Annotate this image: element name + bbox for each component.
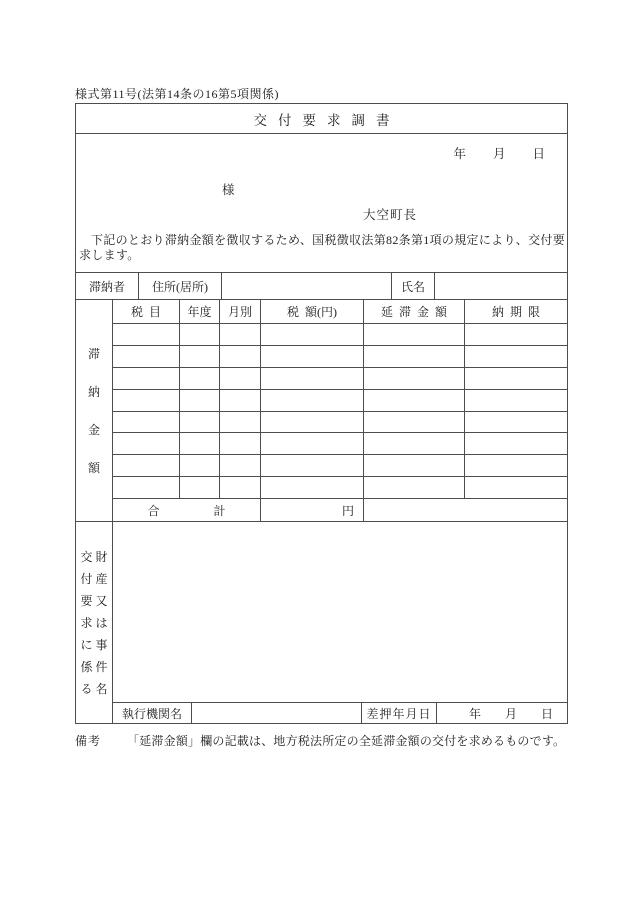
- cell-due-date: [464, 390, 567, 411]
- cell-arrears-amount: [363, 412, 464, 433]
- arrears-data-row: [113, 345, 567, 367]
- cell-tax-item: [113, 412, 179, 433]
- remarks-text: 「延滞金額」欄の記載は、地方税法所定の全延滞金額の交付を求めるものです。: [127, 734, 566, 748]
- seizure-date-cell: [436, 703, 567, 723]
- debtor-name-label: 氏名: [391, 273, 434, 299]
- arrears-side-char: 額: [87, 461, 100, 475]
- arrears-header-row: [113, 300, 567, 323]
- side-char: 産: [95, 571, 108, 586]
- side-char: 事: [95, 637, 108, 652]
- col-header-arrears-amount: 延 滞 金 額: [363, 300, 464, 323]
- cell-fiscal-year: [179, 324, 219, 345]
- cell-due-date: [464, 433, 567, 454]
- side-char: は: [95, 615, 108, 630]
- agency-label: 執行機関名: [121, 706, 182, 721]
- title-row: [76, 104, 567, 134]
- cell-month: [219, 412, 260, 433]
- total-label: [113, 499, 260, 521]
- arrears-side-char: 金: [87, 423, 100, 437]
- cell-month: [219, 455, 260, 476]
- cell-tax-amount: [260, 346, 363, 367]
- cell-tax-item: [113, 324, 179, 345]
- cell-tax-amount: [260, 477, 363, 498]
- cell-fiscal-year: [179, 368, 219, 389]
- cell-tax-amount: [260, 433, 363, 454]
- col-header-tax-item: 税 目: [130, 304, 161, 319]
- sender-name: 大空町長: [363, 208, 418, 222]
- col-header-due-date: 納 期 限: [464, 300, 567, 323]
- total-value-cell: [363, 499, 567, 521]
- cell-tax-item: [113, 346, 179, 367]
- cell-fiscal-year: [179, 455, 219, 476]
- cell-fiscal-year: [179, 346, 219, 367]
- remarks-label: 備考: [75, 734, 102, 748]
- cell-tax-item: [113, 477, 179, 498]
- arrears-data-row: [113, 367, 567, 389]
- arrears-side-char: 納: [87, 385, 100, 399]
- side-char: に: [80, 637, 93, 652]
- property-section: [76, 522, 567, 723]
- cell-tax-amount: [260, 390, 363, 411]
- cell-tax-amount: [260, 324, 363, 345]
- total-unit-label: 円: [260, 499, 363, 521]
- cell-due-date: [464, 477, 567, 498]
- cell-fiscal-year: [179, 477, 219, 498]
- side-char: 求: [80, 615, 93, 630]
- addressee-suffix: 様: [222, 183, 235, 197]
- seizure-date-label: 差押年月日: [361, 703, 436, 723]
- cell-tax-item: [113, 433, 179, 454]
- form-number-label: 様式第11号(法第14条の16第5項関係): [75, 87, 280, 101]
- side-char: 係: [80, 659, 93, 674]
- cell-tax-item: [113, 455, 179, 476]
- cell-arrears-amount: [363, 368, 464, 389]
- cell-due-date: [464, 346, 567, 367]
- property-side-col1: [80, 551, 92, 695]
- date-line: [453, 144, 545, 162]
- cell-tax-amount: [260, 455, 363, 476]
- intro-section: [76, 134, 567, 273]
- date-month-label: 月: [492, 147, 506, 161]
- arrears-total-row: [113, 498, 567, 521]
- seizure-month-label: 月: [504, 706, 517, 721]
- cell-tax-item: [113, 368, 179, 389]
- document-title: 交付要求調書: [253, 112, 401, 128]
- side-char: 付: [80, 571, 93, 586]
- cell-arrears-amount: [363, 346, 464, 367]
- agency-value-cell: [191, 703, 361, 723]
- cell-arrears-amount: [363, 390, 464, 411]
- cell-due-date: [464, 412, 567, 433]
- body-paragraph: 下記のとおり滞納金額を徴収するため、国税徴収法第82条第1項の規定により、交付要求します。: [79, 233, 565, 262]
- property-side-col2: [96, 551, 108, 695]
- side-char: 交: [80, 549, 93, 564]
- col-header-tax-amount: 税 額(円): [260, 300, 363, 323]
- debtor-name-value: [434, 273, 567, 299]
- cell-fiscal-year: [179, 412, 219, 433]
- property-right-area: [113, 522, 567, 723]
- side-char: 財: [95, 549, 108, 564]
- cell-due-date: [464, 368, 567, 389]
- total-label-char: 計: [213, 503, 226, 518]
- cell-fiscal-year: [179, 433, 219, 454]
- col-header-month: 月別: [219, 300, 260, 323]
- cell-fiscal-year: [179, 390, 219, 411]
- arrears-data-row: [113, 454, 567, 476]
- cell-month: [219, 477, 260, 498]
- seizure-year-label: 年: [468, 706, 481, 721]
- cell-arrears-amount: [363, 433, 464, 454]
- agency-row: [113, 702, 567, 723]
- cell-month: [219, 346, 260, 367]
- debtor-label: 滞納者: [88, 279, 125, 294]
- total-label-char: 合: [147, 503, 160, 518]
- debtor-address-label: 住所(居所): [138, 273, 221, 299]
- property-description-cell: [113, 522, 567, 702]
- date-day-label: 日: [532, 147, 545, 161]
- cell-due-date: [464, 324, 567, 345]
- date-year-label: 年: [453, 147, 466, 161]
- cell-arrears-amount: [363, 324, 464, 345]
- cell-due-date: [464, 455, 567, 476]
- arrears-data-row: [113, 389, 567, 411]
- cell-tax-amount: [260, 368, 363, 389]
- arrears-side-char: 滞: [87, 347, 100, 361]
- cell-arrears-amount: [363, 477, 464, 498]
- side-char: 件: [95, 659, 108, 674]
- arrears-grid-rows: [113, 300, 567, 521]
- arrears-table: [76, 300, 567, 522]
- debtor-address-value: [221, 273, 391, 299]
- form-outer-frame: [75, 103, 568, 724]
- cell-arrears-amount: [363, 455, 464, 476]
- cell-month: [219, 390, 260, 411]
- cell-tax-amount: [260, 412, 363, 433]
- col-header-fiscal-year: 年度: [179, 300, 219, 323]
- cell-month: [219, 324, 260, 345]
- side-char: 又: [95, 593, 108, 608]
- remarks-line: [75, 732, 568, 749]
- debtor-row: [76, 273, 567, 300]
- cell-month: [219, 433, 260, 454]
- arrears-data-row: [113, 476, 567, 498]
- cell-tax-item: [113, 390, 179, 411]
- seizure-day-label: 日: [540, 706, 553, 721]
- arrears-data-row: [113, 432, 567, 454]
- arrears-data-row: [113, 323, 567, 345]
- side-char: 名: [95, 681, 108, 696]
- arrears-side-label: [76, 300, 113, 521]
- cell-month: [219, 368, 260, 389]
- side-char: る: [80, 681, 93, 696]
- side-char: 要: [80, 593, 93, 608]
- property-side-label: [76, 522, 113, 723]
- arrears-data-row: [113, 411, 567, 433]
